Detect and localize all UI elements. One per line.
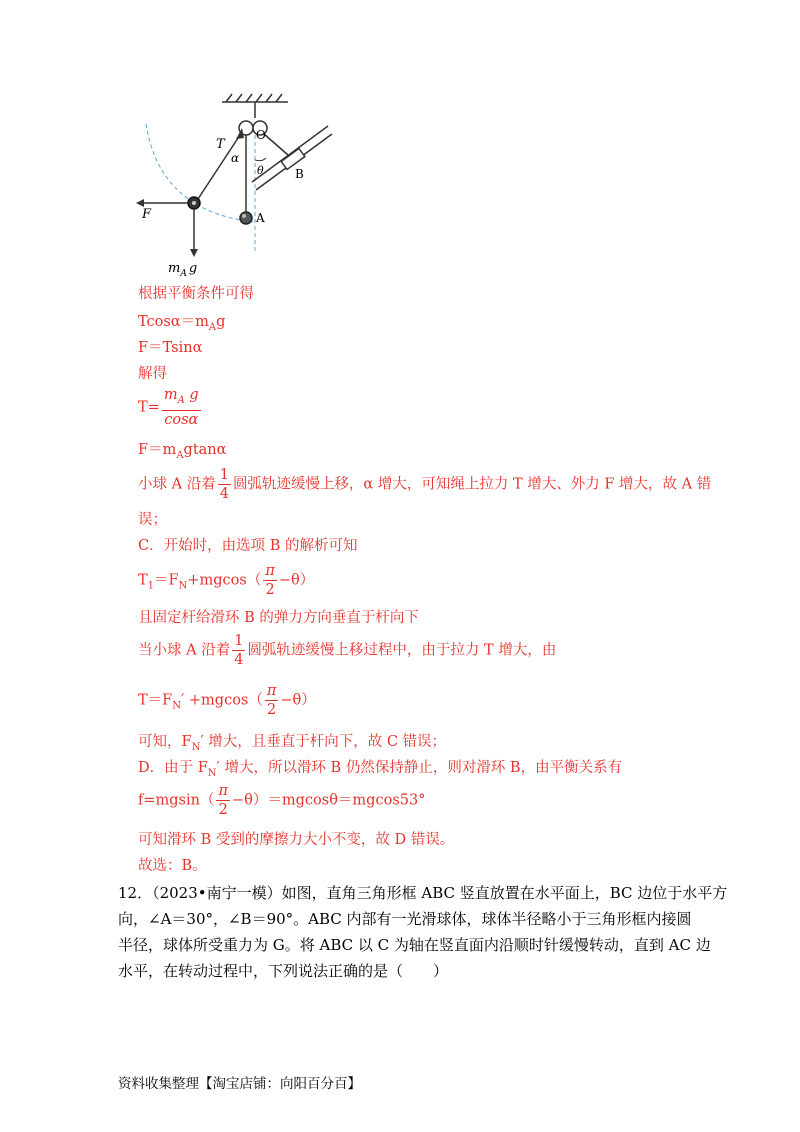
solution-line-14: 可知，$F_N'$ 增大，且垂直于杆向下，故 C 错误； xyxy=(138,734,447,753)
ball-a xyxy=(240,212,252,224)
ceiling-hatch xyxy=(222,94,288,102)
question-line-4: 水平，在转动过程中，下列说法正确的是（ ） xyxy=(118,962,449,980)
label-o: O xyxy=(256,128,266,142)
label-a: A xyxy=(256,211,265,225)
question-line-1: 12．（2023•南宁一模）如图，直角三角形框 ABC 竖直放置在水平面上，BC 边位于水平方 xyxy=(118,884,728,902)
solution-line-12: 当小球 A 沿着 $\frac{1}{4}$ 圆弧轨迹缓慢上移过程中，由于拉力 T 增大，由 xyxy=(138,633,557,668)
label-mag: $m_A$ g xyxy=(168,261,198,279)
solution-line-13: $T=F_N' +mgcos$（ $\frac{\pi}{2}$ −θ） xyxy=(138,683,316,718)
label-f: F xyxy=(142,207,152,222)
question-line-2: 向，∠A＝30°，∠B＝90°。ABC 内部有一光滑球体，球体半径略小于三角形框内接圆 xyxy=(118,910,692,928)
solution-line-1: 根据平衡条件可得 xyxy=(138,286,254,302)
solution-line-8: 误； xyxy=(138,512,167,528)
solution-line-2: $Tcos\alpha=m_Ag$ xyxy=(138,314,226,333)
label-theta: θ xyxy=(257,164,264,177)
solution-line-9: C．开始时，由选项 B 的解析可知 xyxy=(138,538,358,554)
page-footer: 资料收集整理【淘宝店铺：向阳百分百】 xyxy=(118,1076,361,1092)
solution-line-18: 故选：B。 xyxy=(138,858,207,874)
physics-diagram xyxy=(130,92,340,282)
solution-line-11: 且固定杆给滑环 B 的弹力方向垂直于杆向下 xyxy=(138,610,419,626)
solution-line-16: f=mgsin（ $\frac{\pi}{2}$ −θ）＝mgcosθ＝mgcos53° xyxy=(138,783,426,818)
label-t: T xyxy=(216,137,225,152)
solution-line-5: T= $\frac{m_A g}{\cos\alpha}$ xyxy=(138,387,199,428)
solution-line-4: 解得 xyxy=(138,366,167,382)
question-line-3: 半径，球体所受重力为 G。将 ABC 以 C 为轴在竖直面内沿顺时针缓慢转动，直到 AC 边 xyxy=(118,936,711,954)
solution-line-15: D．由于 $F_N'$ 增大，所以滑环 B 仍然保持静止，则对滑环 B，由平衡关系有 xyxy=(138,760,623,779)
solution-line-10: $T_1=F_N+mgcos$（ $\frac{\pi}{2}$ −θ） xyxy=(138,563,315,598)
solution-line-7: 小球 A 沿着 $\frac{1}{4}$ 圆弧轨迹缓慢上移，α 增大，可知绳上拉力 T 增大、外力 F 增大，故 A 错 xyxy=(138,467,712,502)
arc-trajectory xyxy=(146,124,255,222)
solution-line-17: 可知滑环 B 受到的摩擦力大小不变，故 D 错误。 xyxy=(138,832,455,848)
label-alpha: α xyxy=(231,151,240,165)
solution-line-6: $F=m_Agtan\alpha$ xyxy=(138,442,227,461)
label-b: B xyxy=(295,167,304,181)
solution-line-3: F＝Tsinα xyxy=(138,340,203,356)
